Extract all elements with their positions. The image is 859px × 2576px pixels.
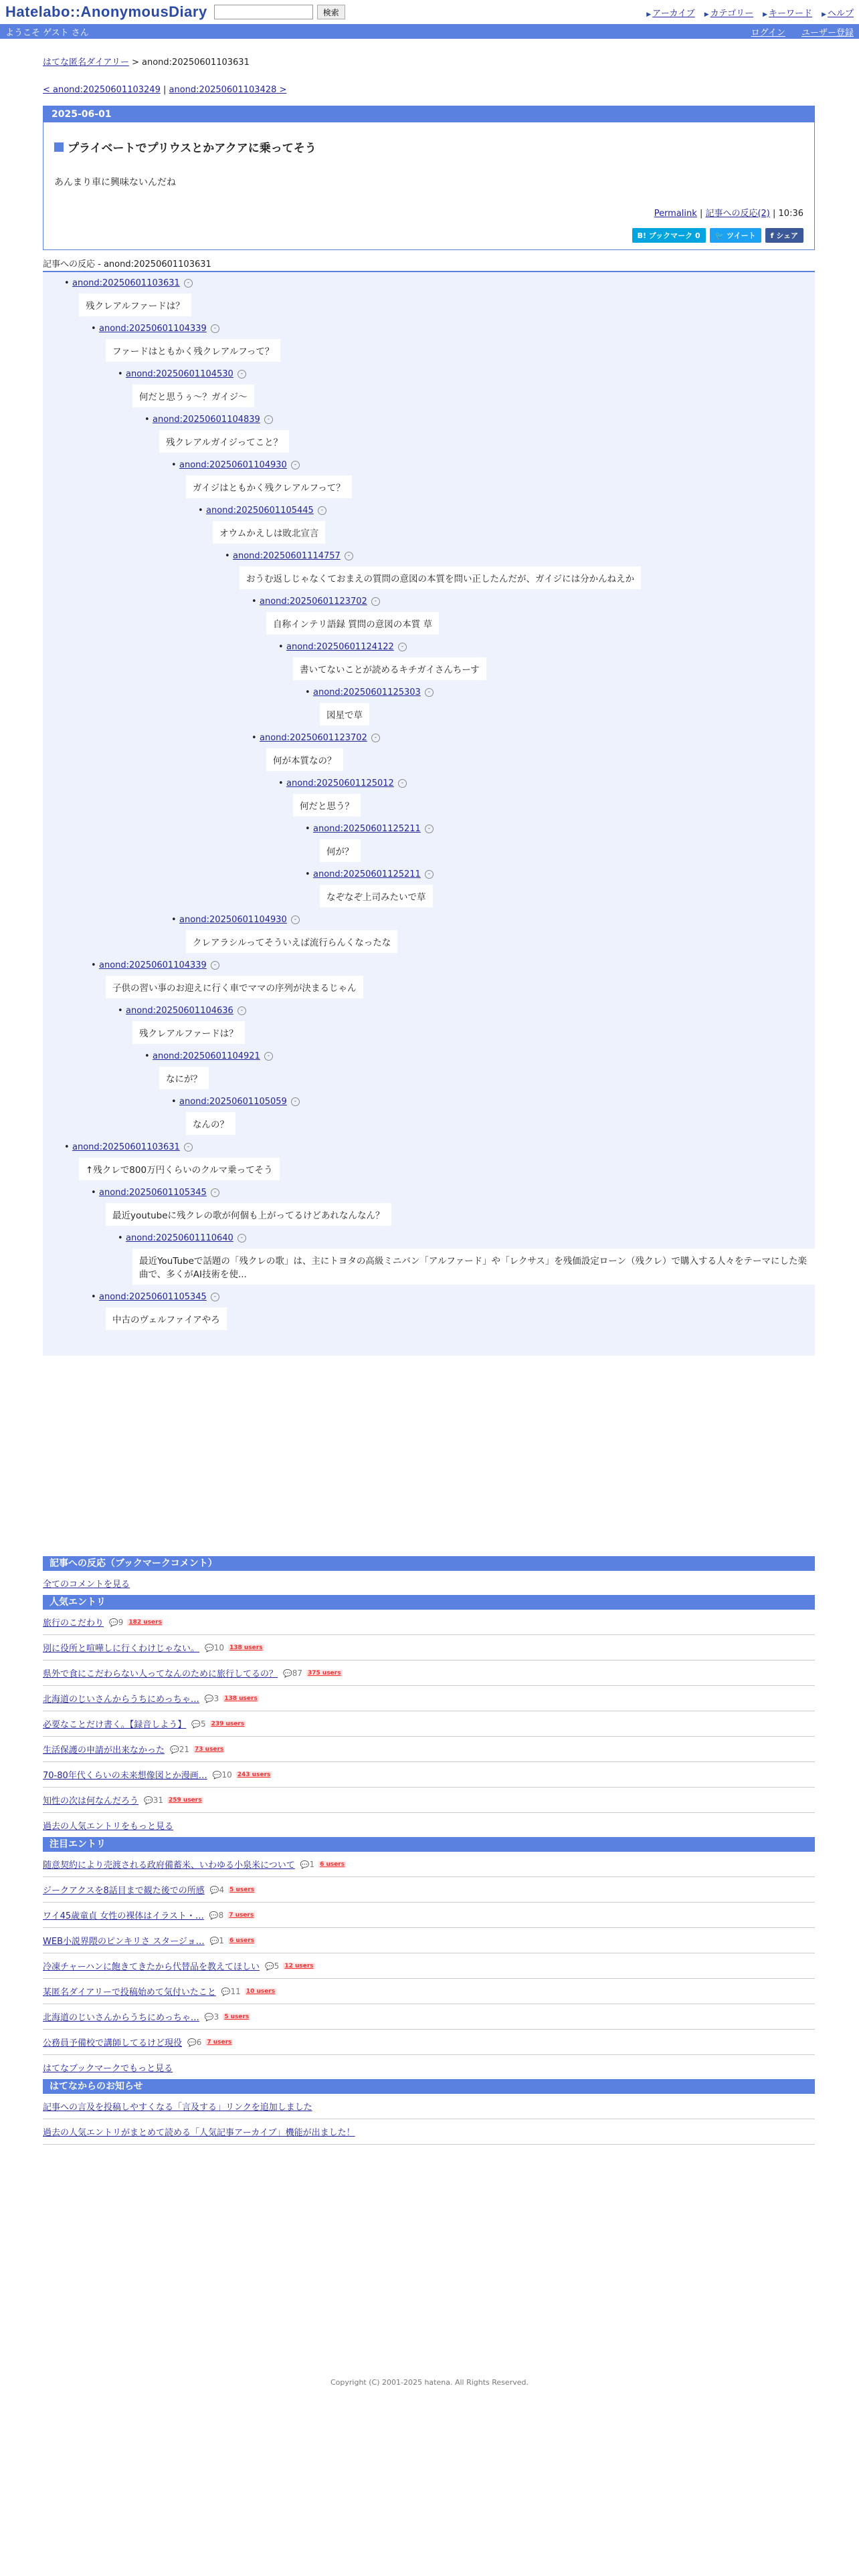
collapse-icon[interactable]: - <box>237 1006 246 1015</box>
notable-list <box>43 1852 815 2055</box>
comment-count: 💬 10 <box>213 1770 232 1780</box>
news-link[interactable]: 過去の人気エントリがまとめて読める「人気記事アーカイブ」機能が出ました！ <box>43 2128 355 2138</box>
collapse-icon[interactable]: - <box>425 870 434 879</box>
comment-count: 💬 9 <box>109 1618 123 1627</box>
response-link-text: anond:20250601105345 <box>99 1188 207 1198</box>
response-node <box>179 459 815 505</box>
notable-item-title[interactable]: ワイ45歳童貞 女性の裸体はイラスト・… <box>43 1911 204 1921</box>
response-node <box>99 1291 815 1337</box>
response-node <box>233 550 815 596</box>
response-link[interactable] <box>72 278 815 290</box>
popular-item[interactable] <box>43 1610 815 1635</box>
users-badge[interactable]: 375 users <box>308 1669 341 1677</box>
response-link[interactable] <box>179 459 815 471</box>
notable-item[interactable] <box>43 2030 815 2055</box>
response-text: 中古のヴェルファイアやろ <box>106 1307 227 1330</box>
comment-count: 💬 31 <box>144 1796 163 1805</box>
response-link-text: anond:20250601125012 <box>286 778 394 788</box>
popular-item[interactable] <box>43 1788 815 1813</box>
response-node <box>126 1232 815 1291</box>
response-link-text: anond:20250601123702 <box>260 733 367 743</box>
popular-item[interactable] <box>43 1686 815 1711</box>
users-badge[interactable]: 12 users <box>284 1962 314 1969</box>
users-badge[interactable]: 5 users <box>224 2013 250 2020</box>
collapse-icon[interactable]: - <box>211 1293 219 1301</box>
collapse-icon[interactable]: - <box>237 370 246 379</box>
response-text: 書いてないことが読めるキチガイさんちーす <box>293 657 486 680</box>
notable-item[interactable] <box>43 1979 815 2004</box>
archive-link[interactable]: ▶ アーカイブ <box>646 6 695 19</box>
entry-body: あんまり車に興味ないんだね <box>54 177 176 188</box>
copyright: Copyright (C) 2001-2025 hatena. All Rights Reserved. <box>330 2378 529 2387</box>
facebook-icon: f <box>770 231 777 240</box>
register-link[interactable]: ユーザー登録 <box>801 27 854 38</box>
response-link-text: anond:20250601105059 <box>179 1097 287 1107</box>
collapse-icon[interactable]: - <box>371 597 380 606</box>
response-node <box>286 641 815 687</box>
response-text: おうむ返しじゃなくておまえの質問の意図の本質を問い正したんだが、ガイジには分かんねえか <box>240 566 641 589</box>
response-link[interactable] <box>72 1142 815 1154</box>
response-text: 何だと思うぅ～？ガイジ～ <box>132 385 254 407</box>
response-link[interactable] <box>313 869 815 881</box>
popular-item-title[interactable]: 別に役所と喧嘩しに行くわけじゃない。 <box>43 1644 200 1654</box>
entry-box <box>43 106 815 250</box>
notable-heading: 注目エントリ <box>43 1837 815 1852</box>
notable-item[interactable] <box>43 1953 815 1979</box>
response-link-text: anond:20250601125211 <box>313 869 421 879</box>
response-node <box>153 414 815 459</box>
response-node <box>179 1096 815 1142</box>
entry-date: 2025-06-01 <box>43 106 814 122</box>
collapse-icon[interactable]: - <box>291 916 300 924</box>
entry-time: | 10:36 <box>769 209 803 219</box>
users-badge[interactable]: 7 users <box>229 1911 254 1919</box>
entry-footer <box>54 206 803 219</box>
notable-item[interactable] <box>43 1903 815 1928</box>
bookmark-comments-heading: 記事への反応（ブックマークコメント） <box>43 1556 815 1571</box>
response-node <box>179 914 815 960</box>
response-text: なにが？ <box>159 1067 209 1089</box>
response-link-text: anond:20250601110640 <box>126 1233 233 1243</box>
comment-count: 💬 3 <box>205 1694 219 1703</box>
response-text: 図星で草 <box>320 703 369 726</box>
response-text: オウムかえしは敗北宣言 <box>213 521 325 544</box>
collapse-icon[interactable]: - <box>398 779 407 788</box>
response-node <box>313 869 815 914</box>
notable-item[interactable] <box>43 1877 815 1903</box>
response-text: 残クレアルファードは？ <box>79 294 191 316</box>
response-text: 子供の習い事のお迎えに行く車でママの序列が決まるじゃん <box>106 976 363 998</box>
users-badge[interactable]: 6 users <box>229 1937 255 1944</box>
tweet-label: ツイート <box>727 231 756 240</box>
popular-item[interactable] <box>43 1660 815 1686</box>
response-link-text: anond:20250601104339 <box>99 324 207 334</box>
response-node <box>313 823 815 869</box>
collapse-icon[interactable]: - <box>291 461 300 469</box>
collapse-icon[interactable]: - <box>211 324 219 333</box>
nav-separator: | <box>160 85 169 95</box>
entry-title-text: プライベートでプリウスとかアクアに乗ってそう <box>68 142 316 155</box>
response-link-text: anond:20250601104921 <box>153 1051 260 1061</box>
comment-count: 💬 21 <box>170 1745 189 1754</box>
users-badge[interactable]: 10 users <box>246 1988 276 1995</box>
collapse-icon[interactable]: - <box>371 734 380 742</box>
comment-count: 💬 3 <box>205 2012 219 2022</box>
response-text: ガイジはともかく残クレアルフって？ <box>186 475 352 498</box>
popular-item-title[interactable]: 旅行のこだわり <box>43 1618 104 1628</box>
users-badge[interactable]: 138 users <box>224 1695 258 1702</box>
response-link[interactable] <box>179 914 815 926</box>
category-link[interactable]: ▶ カテゴリー <box>704 6 753 19</box>
response-tree <box>43 272 815 1356</box>
response-node <box>72 1142 815 1187</box>
comment-count: 💬 10 <box>205 1643 224 1652</box>
collapse-icon[interactable]: - <box>184 1143 193 1152</box>
response-link[interactable] <box>126 368 815 381</box>
top-links <box>646 6 854 19</box>
response-link[interactable] <box>99 323 815 335</box>
users-badge[interactable]: 138 users <box>229 1644 263 1651</box>
users-badge[interactable]: 6 users <box>320 1860 345 1868</box>
response-text: 最近youtubeに残クレの歌が何個も上がってるけどあれなんなん？ <box>106 1203 391 1226</box>
all-comments-link[interactable]: 全てのコメントを見る <box>43 1579 130 1590</box>
response-link[interactable] <box>126 1005 815 1017</box>
response-node <box>313 687 815 732</box>
news-heading: はてなからのお知らせ <box>43 2079 815 2094</box>
collapse-icon[interactable]: - <box>425 825 434 833</box>
response-link[interactable] <box>260 732 815 744</box>
title-square-icon <box>54 142 64 152</box>
comment-count: 💬 1 <box>210 1936 224 1945</box>
response-node <box>260 732 815 778</box>
comment-count: 💬 4 <box>210 1885 224 1895</box>
comment-count: 💬 6 <box>187 2038 201 2047</box>
users-badge[interactable]: 243 users <box>237 1771 271 1778</box>
notable-item-title[interactable]: 某匿名ダイアリーで投稿始めて気付いたこと <box>43 1988 216 1998</box>
users-badge[interactable]: 7 users <box>207 2038 232 2046</box>
comment-count: 💬 5 <box>191 1719 205 1729</box>
comment-count: 💬 1 <box>300 1860 314 1869</box>
comment-count: 💬 87 <box>283 1669 302 1678</box>
comment-count: 💬 8 <box>209 1911 223 1920</box>
notable-item[interactable] <box>43 1928 815 1953</box>
news-item[interactable] <box>43 2094 815 2119</box>
popular-item[interactable] <box>43 1762 815 1788</box>
notable-item-title[interactable]: 随意契約により売渡される政府備蓄米、いわゆる小泉米について <box>43 1860 295 1870</box>
notable-item-title[interactable]: 公務員予備校で講師してるけど現役 <box>43 2038 183 2048</box>
response-link-text: anond:20250601125211 <box>313 824 421 834</box>
welcome-text: ようこそ ゲスト さん <box>5 27 89 38</box>
collapse-icon[interactable]: - <box>264 415 273 424</box>
collapse-icon[interactable]: - <box>211 961 219 970</box>
notable-item-title[interactable]: WEB小説界隈のピンキリさ スタージョ… <box>43 1937 205 1947</box>
entry-navigation <box>43 85 815 95</box>
responses-heading: 記事への反応 - anond:20250601103631 <box>43 257 815 272</box>
response-link[interactable] <box>313 687 815 699</box>
response-link[interactable] <box>179 1096 815 1108</box>
response-node <box>72 278 815 323</box>
site-logo[interactable]: Hatelabo::AnonymousDiary <box>5 3 207 20</box>
breadcrumb-separator: > <box>128 58 142 68</box>
collapse-icon[interactable]: - <box>398 643 407 651</box>
notable-item[interactable] <box>43 1852 815 1877</box>
notable-item-title[interactable]: ジークアクスを8話目まで観た後での所感 <box>43 1886 205 1896</box>
collapse-icon[interactable]: - <box>318 506 326 515</box>
top-bar <box>0 0 859 24</box>
popular-item-title[interactable]: 生活保護の申請が出来なかった <box>43 1745 165 1755</box>
users-badge[interactable]: 182 users <box>128 1618 162 1626</box>
news-link[interactable]: 記事への言及を投稿しやすくなる「言及する」リンクを追加しました <box>43 2103 312 2113</box>
notable-more-link[interactable]: はてなブックマークでもっと見る <box>43 2063 173 2074</box>
main-content <box>43 52 815 2145</box>
response-link[interactable] <box>153 1051 815 1063</box>
collapse-icon[interactable]: - <box>264 1052 273 1061</box>
help-link[interactable]: ▶ ヘルプ <box>822 6 854 19</box>
response-link-text: anond:20250601125303 <box>313 687 421 697</box>
notable-item-title[interactable]: 北海道のじいさんからうちにめっちゃ… <box>43 2013 199 2023</box>
welcome-bar <box>0 24 859 39</box>
users-badge[interactable]: 73 users <box>195 1745 224 1753</box>
collapse-icon[interactable]: - <box>184 279 193 288</box>
tweet-button[interactable] <box>710 228 761 243</box>
response-node <box>126 368 815 414</box>
comment-count: 💬 5 <box>265 1961 279 1971</box>
login-link[interactable]: ログイン <box>751 27 785 38</box>
share-label: シェア <box>776 231 798 240</box>
popular-item[interactable] <box>43 1635 815 1660</box>
response-link[interactable] <box>313 823 815 835</box>
collapse-icon[interactable]: - <box>425 688 434 697</box>
response-node <box>99 1187 815 1232</box>
response-link-text: anond:20250601104636 <box>126 1006 233 1016</box>
notable-item[interactable] <box>43 2004 815 2030</box>
users-badge[interactable]: 239 users <box>211 1720 245 1727</box>
response-text: ↑残クレで800万円くらいのクルマ乗ってそう <box>79 1158 280 1180</box>
popular-item-title[interactable]: 知性の次は何なんだろう <box>43 1796 139 1806</box>
popular-item[interactable] <box>43 1711 815 1737</box>
collapse-icon[interactable]: - <box>345 552 353 560</box>
response-text: ファードはともかく残クレアルフって？ <box>106 339 280 362</box>
response-node <box>286 778 815 823</box>
response-text: 何が？ <box>320 839 361 862</box>
response-link[interactable] <box>286 778 815 790</box>
response-link-text: anond:20250601104839 <box>153 415 260 425</box>
breadcrumb <box>43 55 815 68</box>
response-node <box>153 1051 815 1096</box>
breadcrumb-current: anond:20250601103631 <box>142 58 250 68</box>
response-text: 残クレアルガイジってこと？ <box>159 430 289 453</box>
popular-item-title[interactable]: 県外で食にこだわらない人ってなんのために旅行してるの？ <box>43 1669 278 1679</box>
hatena-bookmark-button[interactable]: B! ブックマーク 0 <box>632 228 706 243</box>
response-link[interactable] <box>260 596 815 608</box>
response-link[interactable] <box>99 1187 815 1199</box>
popular-more-link[interactable]: 過去の人気エントリをもっと見る <box>43 1821 174 1832</box>
next-entry-link[interactable]: anond:20250601103428 > <box>169 85 287 95</box>
response-text: 自称インテリ語録 質問の意図の本質 草 <box>266 612 439 635</box>
response-link[interactable] <box>233 550 815 562</box>
response-link-text: anond:20250601104530 <box>126 369 233 379</box>
collapse-icon[interactable]: - <box>291 1097 300 1106</box>
prev-entry-link[interactable]: < anond:20250601103249 <box>43 85 161 95</box>
response-link[interactable] <box>286 641 815 653</box>
popular-item-title[interactable]: 70-80年代くらいの未来想像図とか漫画… <box>43 1771 207 1781</box>
response-node <box>126 1005 815 1051</box>
response-text: なんの？ <box>186 1112 235 1135</box>
news-item[interactable] <box>43 2119 815 2145</box>
response-link-text: anond:20250601123702 <box>260 597 367 607</box>
footer-separator: | <box>696 209 706 219</box>
response-link[interactable] <box>99 960 815 972</box>
response-node <box>99 323 815 368</box>
keyword-link[interactable]: ▶ キーワード <box>763 6 812 19</box>
response-node <box>99 960 815 1005</box>
response-link-text: anond:20250601124122 <box>286 642 394 652</box>
breadcrumb-home[interactable]: はてな匿名ダイアリー <box>43 58 129 68</box>
response-text: なぞなぞ上司みたいで草 <box>320 885 433 907</box>
response-link-text: anond:20250601105345 <box>99 1292 207 1302</box>
notable-item-title[interactable]: 冷凍チャーハンに飽きてきたから代替品を教えてほしい <box>43 1962 260 1972</box>
response-link-text: anond:20250601103631 <box>72 278 180 288</box>
popular-item-title[interactable]: 必要なことだけ書く。【録音しよう】 <box>43 1720 187 1730</box>
entry-title[interactable] <box>54 138 803 155</box>
popular-heading: 人気エントリ <box>43 1595 815 1610</box>
comment-count: 💬 11 <box>221 1987 241 1996</box>
response-link-text: anond:20250601105445 <box>206 506 314 516</box>
response-link[interactable] <box>99 1291 815 1303</box>
response-node <box>260 596 815 641</box>
response-link[interactable] <box>126 1232 815 1245</box>
response-text: 最近YouTubeで話題の「残クレの歌」は、主にトヨタの高級ミニバン「アルファード」や「レクサス」を残価設定ローン（残クレ）で購入する人々をテーマにした楽曲で、多くがAI技術を使... <box>132 1249 815 1285</box>
response-link-text: anond:20250601103631 <box>72 1142 180 1152</box>
response-text: 何だと思う？ <box>293 794 361 817</box>
responses-link[interactable]: 記事への反応(2) <box>705 209 770 219</box>
response-node <box>206 505 815 550</box>
facebook-share-button[interactable] <box>765 228 803 243</box>
response-text: 何が本質なの？ <box>266 748 343 771</box>
users-badge[interactable]: 259 users <box>169 1796 202 1804</box>
response-link[interactable] <box>206 505 815 517</box>
response-link-text: anond:20250601104930 <box>179 460 287 470</box>
users-badge[interactable]: 5 users <box>229 1886 255 1893</box>
response-text: クレアラシルってそういえば流行らんくなったな <box>186 930 397 953</box>
search-input[interactable] <box>214 5 313 19</box>
twitter-icon: 🐦 <box>714 231 727 240</box>
collapse-icon[interactable]: - <box>211 1188 219 1197</box>
permalink[interactable]: Permalink <box>654 209 697 219</box>
collapse-icon[interactable]: - <box>237 1234 246 1243</box>
response-text: 残クレアルファードは？ <box>132 1021 245 1044</box>
popular-list <box>43 1610 815 1813</box>
response-link-text: anond:20250601104339 <box>99 960 207 970</box>
ad-space <box>43 1356 815 1556</box>
response-link[interactable] <box>153 414 815 426</box>
popular-item-title[interactable]: 北海道のじいさんからうちにめっちゃ… <box>43 1695 199 1705</box>
response-link-text: anond:20250601114757 <box>233 551 341 561</box>
search-button[interactable]: 検索 <box>317 5 345 19</box>
response-link-text: anond:20250601104930 <box>179 915 287 925</box>
share-buttons <box>54 228 803 243</box>
popular-item[interactable] <box>43 1737 815 1762</box>
